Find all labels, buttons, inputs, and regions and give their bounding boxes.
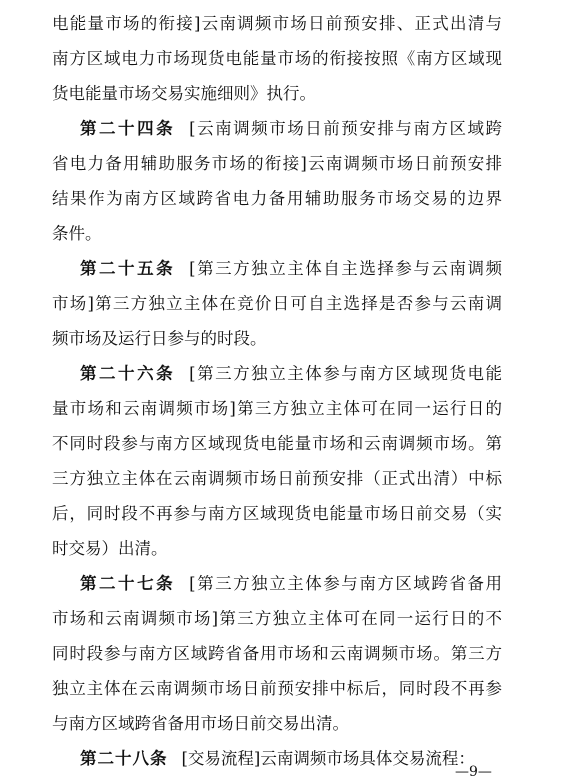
text-line: 不同时段参与南方区域现货电能量市场和云南调频市场。第 <box>52 434 502 453</box>
article-number: 第二十五条 <box>80 259 176 278</box>
text-line: 结果作为南方区域跨省电力备用辅助服务市场交易的边界 <box>52 189 502 208</box>
page-number: —9— <box>455 764 492 780</box>
article-number: 第二十七条 <box>80 574 176 593</box>
document-body <box>52 6 502 776</box>
article-number: 第二十四条 <box>80 119 176 138</box>
article-heading-text: [云南调频市场日前预安排与南方区域跨 <box>189 119 503 138</box>
text-line: 条件。 <box>52 224 102 243</box>
article-heading-text: [第三方独立主体参与南方区域跨省备用 <box>189 574 503 593</box>
article-24 <box>52 111 502 251</box>
text-line: 市场]第三方独立主体在竞价日可自主选择是否参与云南调 <box>52 294 502 313</box>
text-line: 与南方区域跨省备用市场日前交易出清。 <box>52 714 349 733</box>
text-line <box>52 251 502 286</box>
text-line <box>52 566 502 601</box>
article-26 <box>52 356 502 566</box>
article-28 <box>52 741 502 776</box>
text-line: 频市场及运行日参与的时段。 <box>52 329 267 348</box>
article-heading-text: [交易流程]云南调频市场具体交易流程： <box>181 749 475 768</box>
text-line: 三方独立主体在云南调频市场日前预安排（正式出清）中标 <box>52 469 502 488</box>
text-line: 南方区域电力市场现货电能量市场的衔接按照《南方区域现 <box>52 49 502 68</box>
text-line: 独立主体在云南调频市场日前预安排中标后，同时段不再参 <box>52 679 502 698</box>
text-line: 量市场和云南调频市场]第三方独立主体可在同一运行日的 <box>52 399 502 418</box>
text-line <box>52 356 502 391</box>
text-line: 市场和云南调频市场]第三方独立主体可在同一运行日的不 <box>52 609 502 628</box>
article-number: 第二十六条 <box>80 364 176 383</box>
text-line: 电能量市场的衔接]云南调频市场日前预安排、正式出清与 <box>52 14 502 33</box>
text-line: 同时段参与南方区域跨省备用市场和云南调频市场。第三方 <box>52 644 502 663</box>
article-heading-text: [第三方独立主体参与南方区域现货电能 <box>189 364 503 383</box>
text-line: 时交易）出清。 <box>52 539 168 558</box>
paragraph-continuation <box>52 6 502 111</box>
article-27 <box>52 566 502 741</box>
article-number: 第二十八条 <box>80 749 168 768</box>
article-heading-text: [第三方独立主体自主选择参与云南调频 <box>189 259 503 278</box>
text-line <box>52 111 502 146</box>
article-25 <box>52 251 502 356</box>
text-line <box>52 741 502 776</box>
text-line: 省电力备用辅助服务市场的衔接]云南调频市场日前预安排 <box>52 154 502 173</box>
text-line: 货电能量市场交易实施细则》执行。 <box>52 84 316 103</box>
text-line: 后，同时段不再参与南方区域现货电能量市场日前交易（实 <box>52 504 502 523</box>
